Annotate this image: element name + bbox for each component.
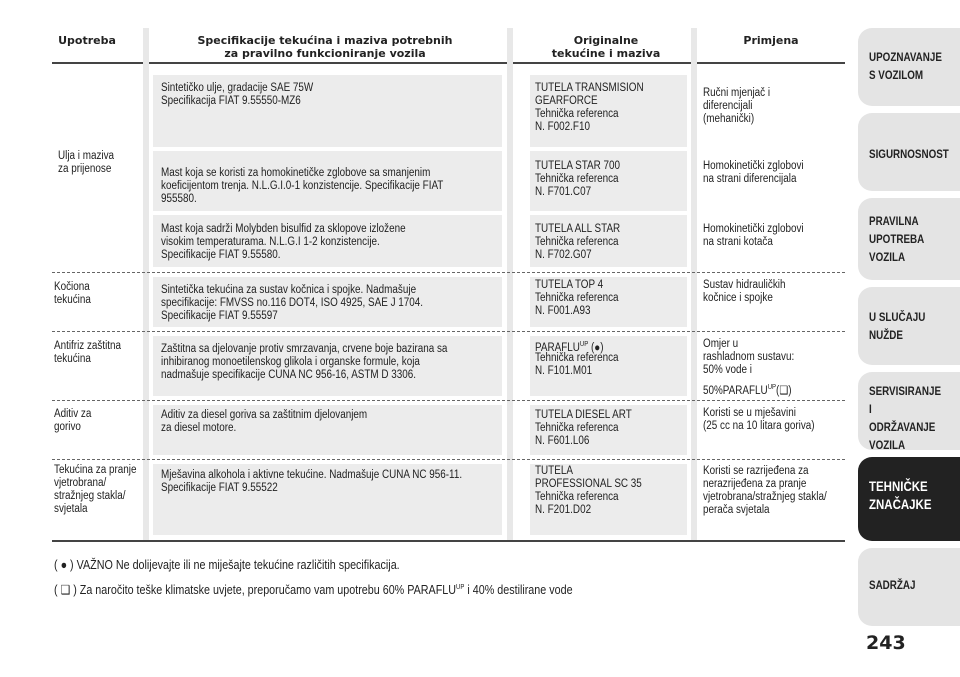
page-number: 243 xyxy=(866,632,906,654)
application-text: Koristi se razrijeđena za nerazrijeđena za pranje vjetrobrana/stražnjeg stakla/ perača svjetala xyxy=(703,465,827,516)
group-label-fuel-additive: Aditiv za gorivo xyxy=(54,408,92,433)
group-label-antifreeze: Antifriz zaštitna tekućina xyxy=(54,340,122,365)
original-text: TUTELA TOP 4 Tehnička referenca N. F001.A93 xyxy=(535,279,619,317)
note-important: ( ● ) VAŽNO Ne dolijevajte ili ne miješajte tekućine različitih specifikacija. xyxy=(54,558,400,572)
tab-label: SADRŽAJ xyxy=(869,578,916,592)
header-application: Primjena xyxy=(743,34,799,47)
spec-text: Sintetička tekućina za sustav kočnica i spojke. Nadmašuje specifikacije: FMVSS no.116 DOT4, ISO 4925, SAE J 1704. Specifikacije FIAT 9.55597 xyxy=(161,284,424,322)
header-usage: Upotreba xyxy=(58,34,116,47)
original-text: TUTELA DIESEL ART Tehnička referenca N. F601.L06 xyxy=(535,409,632,447)
tab-label: SIGURNOSNOST xyxy=(869,147,949,161)
application-text: Homokinetički zglobovi na strani diferencijala xyxy=(703,160,804,185)
original-text: TUTELA STAR 700 Tehnička referenca N. F701.C07 xyxy=(535,160,621,198)
application-text: Koristi se u mješavini (25 cc na 10 litara goriva) xyxy=(703,407,815,432)
spec-text: Mast koja se koristi za homokinetičke zglobove sa smanjenim koeficijentom trenja. N.L.G.I.0-1 konzistencije. Specifikacije FIAT 955580. xyxy=(161,167,444,205)
row-divider xyxy=(52,272,845,273)
original-text: TUTELA ALL STAR Tehnička referenca N. F702.G07 xyxy=(535,223,621,261)
tab-technical-specs[interactable] xyxy=(858,457,960,541)
application-text-brand: $50\%PARAFLU^{UP}(❑)$ xyxy=(703,384,792,397)
column-divider xyxy=(143,28,149,540)
application-text: Omjer u rashladnom sustavu: 50% vode i xyxy=(703,338,795,376)
footer-rule xyxy=(52,540,845,542)
square-mark-icon: ( ❑ ) xyxy=(54,583,77,598)
spec-text: Mješavina alkohola i aktivne tekućine. Nadmašuje CUNA NC 956-11. Specifikacije FIAT 9.55522 xyxy=(161,469,463,494)
row-divider xyxy=(52,400,845,401)
original-text-brand: $PARAFLU^{UP}$ (●) xyxy=(535,341,604,354)
tab-safety[interactable] xyxy=(858,113,960,191)
header-spec: Specifikacije tekućina i maziva potrebnih za pravilno funkcioniranje vozila xyxy=(197,34,453,60)
column-divider xyxy=(691,28,697,540)
spec-text: Aditiv za diesel goriva sa zaštitnim djelovanjem za diesel motore. xyxy=(161,409,368,434)
application-text: Ručni mjenjač i diferencijali (mehanički) xyxy=(703,87,771,125)
tab-label: SERVISIRANJE I ODRŽAVANJE VOZILA xyxy=(869,384,942,452)
bullet-mark-icon: ( ● ) xyxy=(54,558,74,572)
row-divider xyxy=(52,459,845,460)
original-text: TUTELA PROFESSIONAL SC 35 Tehnička referenca N. F201.D02 xyxy=(535,465,642,516)
note-climate: ( ❑ ) Za naročito teške klimatske uvjete, preporučamo vam upotrebu 60% $PARAFLU^{UP}$ i 40% destilirane vode xyxy=(54,583,573,598)
group-label-brake: Kočiona tekućina xyxy=(54,281,91,306)
application-text: Sustav hidrauličkih kočnice i spojke xyxy=(703,279,786,304)
tab-label: TEHNIČKE ZNAČAJKE xyxy=(869,478,932,512)
tab-contents[interactable] xyxy=(858,548,960,626)
column-divider xyxy=(507,28,513,540)
row-divider xyxy=(52,331,845,332)
header-original: Originalne tekućine i maziva xyxy=(551,34,661,60)
application-text: Homokinetički zglobovi na strani kotača xyxy=(703,223,804,248)
tab-service-maintenance[interactable] xyxy=(858,372,960,450)
tab-label: U SLUČAJU NUŽDE xyxy=(869,310,926,342)
original-text: Tehnička referenca N. F101.M01 xyxy=(535,352,619,377)
spec-text: Sintetičko ulje, gradacije SAE 75W Specifikacija FIAT 9.55550-MZ6 xyxy=(161,82,314,107)
group-label-transmission: Ulja i maziva za prijenose xyxy=(58,150,115,175)
spec-text: Mast koja sadrži Molybden bisulfid za sklopove izložene visokim temperaturama. N.L.G.I 1-2 konzistencije. Specifikacije FIAT 9.55580. xyxy=(161,223,406,261)
group-label-washer: Tekućina za pranje vjetrobrana/ stražnjeg stakla/ svjetala xyxy=(54,464,137,515)
tab-correct-use[interactable] xyxy=(858,198,960,280)
header-rule xyxy=(52,62,845,64)
tab-label: PRAVILNA UPOTREBA VOZILA xyxy=(869,214,925,264)
tab-label: UPOZNAVANJE S VOZILOM xyxy=(869,50,942,82)
tab-emergency[interactable] xyxy=(858,287,960,365)
tab-getting-to-know[interactable] xyxy=(858,28,960,106)
spec-text: Zaštitna sa djelovanje protiv smrzavanja, crvene boje bazirana sa inhibiranog monoetilenskog glikola i organske formule, koja nadmašuje specifikacije CUNA NC 956-16, ASTM D 3306. xyxy=(161,343,448,381)
original-text: TUTELA TRANSMISION GEARFORCE Tehnička referenca N. F002.F10 xyxy=(535,82,644,133)
